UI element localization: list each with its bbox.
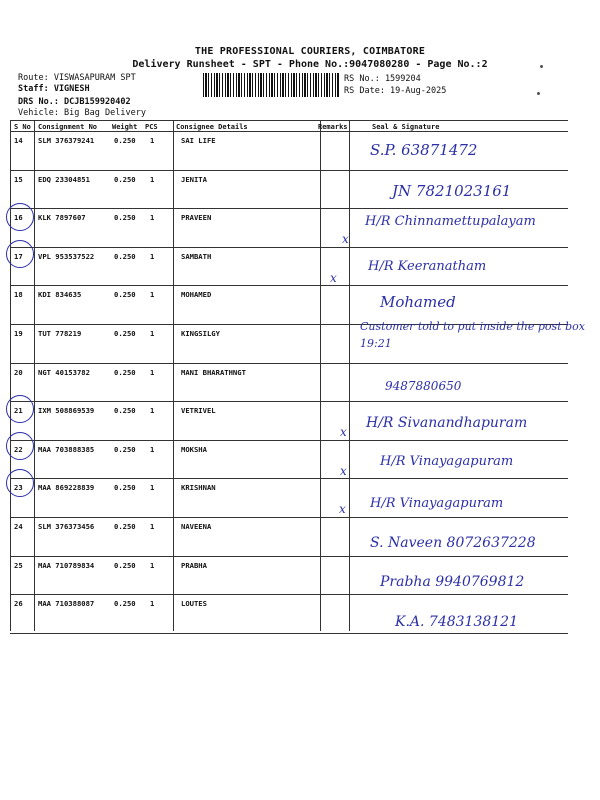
route-label: Route: VISWASAPURAM SPT: [18, 73, 136, 83]
row-divider: [10, 401, 568, 402]
row-consignee: LOUTES: [181, 599, 207, 609]
circle-mark: [6, 432, 34, 460]
circle-mark: [6, 395, 34, 423]
col-weight: Weight: [112, 123, 138, 131]
circle-mark: [6, 240, 34, 268]
row-sno: 20: [14, 367, 23, 377]
row-weight: 0.250: [114, 599, 136, 609]
vehicle-label: Vehicle: Big Bag Delivery: [18, 108, 146, 118]
row-consignee: SAMBATH: [181, 251, 212, 261]
col-remarks: Remarks: [318, 123, 348, 131]
row-sno: 15: [14, 174, 23, 184]
col-consignee: Consignee Details: [176, 123, 248, 131]
row-sno: 23: [14, 483, 23, 493]
row-pcs: 1: [150, 599, 155, 609]
row-divider: [10, 556, 568, 557]
circle-mark: [6, 469, 34, 497]
row-remark-mark: x: [340, 425, 347, 440]
row-pcs: 1: [150, 483, 155, 493]
row-divider: [10, 247, 568, 248]
row-sno: 18: [14, 290, 23, 300]
col-sno: S No: [14, 123, 31, 131]
row-remark-mark: x: [340, 463, 347, 478]
row-consignment: MAA 710388087: [38, 599, 95, 609]
row-consignment: TUT 778219: [38, 329, 82, 338]
row-signature: Prabha 9940769812: [380, 573, 525, 590]
row-sno: 21: [14, 406, 23, 416]
rs-number: RS No.: 1599204: [344, 74, 421, 84]
row-signature: JN 7821023161: [392, 181, 512, 200]
row-consignment: NGT 40153782: [38, 367, 90, 377]
row-consignee: KINGSILGY: [181, 329, 220, 338]
col-pcs: PCS: [145, 123, 158, 131]
row-divider: [10, 633, 568, 634]
table-top-border: [10, 120, 568, 121]
row-pcs: 1: [150, 522, 155, 531]
row-consignment: MAA 710789834: [38, 560, 95, 570]
column-divider: [173, 121, 174, 631]
row-weight: 0.250: [114, 251, 136, 261]
row-divider: [10, 478, 568, 479]
row-sno: 17: [14, 251, 23, 261]
row-consignee: MOHAMED: [181, 290, 212, 300]
row-weight: 0.250: [114, 483, 136, 493]
row-sno: 14: [14, 136, 23, 145]
row-signature: H/R Vinayagapuram: [370, 496, 504, 512]
column-divider: [320, 121, 321, 631]
row-sno: 26: [14, 599, 23, 609]
row-pcs: 1: [150, 290, 155, 300]
row-divider: [10, 363, 568, 364]
row-pcs: 1: [150, 213, 155, 223]
row-consignment: KLK 7897607: [38, 213, 86, 223]
page-title: THE PROFESSIONAL COURIERS, COIMBATORE: [194, 46, 426, 57]
row-consignment: IXM 508869539: [38, 406, 95, 416]
row-divider: [10, 594, 568, 595]
row-consignee: JENITA: [181, 174, 207, 184]
row-consignment: KDI 834635: [38, 290, 82, 300]
row-weight: 0.250: [114, 406, 136, 416]
row-pcs: 1: [150, 136, 155, 145]
column-divider: [10, 121, 11, 631]
row-consignee: NAVEENA: [181, 522, 212, 531]
row-remark-mark: x: [330, 270, 337, 285]
row-consignment: MAA 703888385: [38, 444, 95, 454]
row-sno: 22: [14, 444, 23, 454]
row-weight: 0.250: [114, 136, 136, 145]
row-divider: [10, 440, 568, 441]
table-header-border: [10, 131, 568, 132]
row-remark-mark: x: [339, 502, 346, 517]
row-weight: 0.250: [114, 367, 136, 377]
row-pcs: 1: [150, 406, 155, 416]
row-signature: 9487880650: [385, 378, 462, 393]
row-sno: 16: [14, 213, 23, 223]
col-signature: Seal & Signature: [372, 123, 440, 131]
row-consignee: MOKSHA: [181, 444, 207, 454]
row-consignment: SLM 376379241: [38, 136, 95, 145]
barcode: [203, 73, 339, 97]
row-consignee: MANI BHARATHNGT: [181, 367, 246, 377]
row-consignment: SLM 376373456: [38, 522, 95, 531]
row-signature: H/R Vinayagapuram: [380, 453, 514, 469]
staff-label: Staff: VIGNESH: [18, 84, 90, 94]
row-signature: H/R Chinnamettupalayam: [365, 214, 536, 230]
row-weight: 0.250: [114, 444, 136, 454]
col-consignment: Consignment No: [38, 123, 98, 131]
page-subtitle: Delivery Runsheet - SPT - Phone No.:9047080280 - Page No.:2: [132, 59, 488, 70]
row-sno: 24: [14, 522, 23, 531]
row-consignment: VPL 953537522: [38, 251, 95, 261]
row-signature: Mohamed: [380, 293, 456, 312]
row-weight: 0.250: [114, 329, 136, 338]
row-signature: K.A. 7483138121: [395, 614, 518, 631]
row-signature: H/R Sivanandhapuram: [366, 415, 528, 432]
row-pcs: 1: [150, 174, 155, 184]
row-signature: Customer told to put inside the post box 19:21: [360, 320, 585, 350]
column-divider: [34, 121, 35, 631]
row-consignee: PRAVEEN: [181, 213, 212, 223]
stray-mark: [540, 65, 543, 68]
row-pcs: 1: [150, 560, 155, 570]
row-remark-mark: x: [342, 232, 349, 247]
row-consignee: KRISHNAN: [181, 483, 216, 493]
row-weight: 0.250: [114, 174, 136, 184]
row-signature: S. Naveen 8072637228: [370, 535, 536, 551]
row-consignee: SAI LIFE: [181, 136, 216, 145]
row-sno: 19: [14, 329, 23, 338]
row-consignee: PRABHA: [181, 560, 207, 570]
row-consignment: MAA 869228839: [38, 483, 95, 493]
row-weight: 0.250: [114, 290, 136, 300]
row-divider: [10, 285, 568, 286]
row-sno: 25: [14, 560, 23, 570]
row-pcs: 1: [150, 251, 155, 261]
row-pcs: 1: [150, 329, 155, 338]
row-divider: [10, 170, 568, 171]
row-signature: H/R Keeranatham: [368, 258, 487, 274]
row-consignee: VETRIVEL: [181, 406, 216, 416]
row-weight: 0.250: [114, 522, 136, 531]
row-signature: S.P. 63871472: [370, 141, 478, 159]
row-pcs: 1: [150, 367, 155, 377]
row-consignment: EDQ 23304851: [38, 174, 90, 184]
column-divider: [349, 121, 350, 631]
row-weight: 0.250: [114, 213, 136, 223]
drs-label: DRS No.: DCJB159920402: [18, 97, 131, 107]
circle-mark: [6, 203, 34, 231]
stray-mark: [537, 92, 540, 95]
row-weight: 0.250: [114, 560, 136, 570]
row-divider: [10, 208, 568, 209]
row-divider: [10, 517, 568, 518]
rs-date: RS Date: 19-Aug-2025: [344, 86, 447, 96]
row-pcs: 1: [150, 444, 155, 454]
